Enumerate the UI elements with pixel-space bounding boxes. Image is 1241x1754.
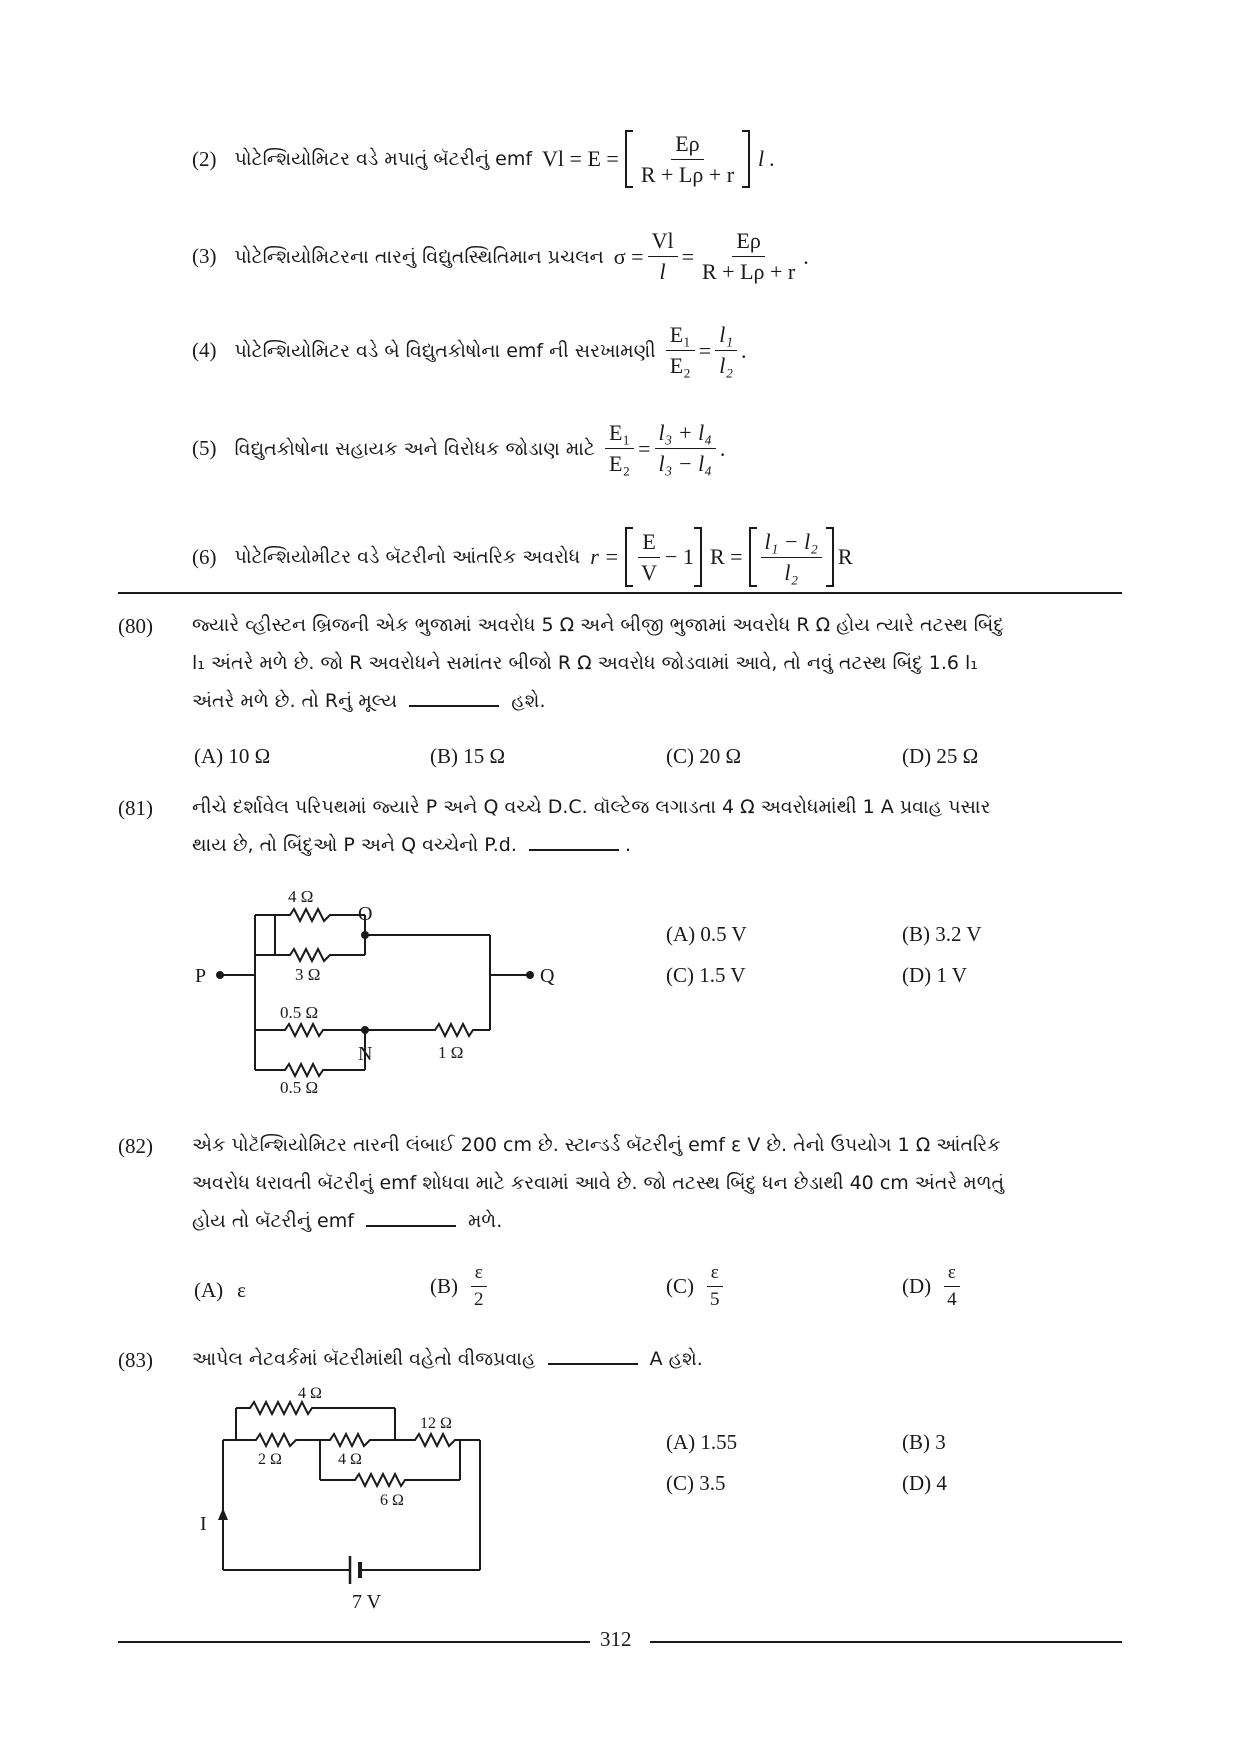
option-value: ε (237, 1278, 246, 1302)
question-line (192, 1202, 1057, 1240)
answer-blank (366, 1207, 456, 1227)
option-fraction (470, 1262, 488, 1311)
formula-eq2: R = (709, 544, 743, 569)
formula-bracket-1 (625, 527, 702, 587)
answer-blank (548, 1345, 638, 1365)
formula-number: (2) (192, 146, 217, 171)
question-line-end: હશે. (511, 690, 546, 712)
fraction-numerator: ε (944, 1262, 960, 1287)
question-number: (81) (118, 796, 153, 820)
footer-rule-left (118, 1641, 590, 1643)
formula-tail: R (837, 544, 853, 569)
formula-fraction-1 (648, 228, 678, 285)
fraction-numerator: Eρ (732, 228, 764, 257)
resistor-label: 6 Ω (380, 1492, 404, 1509)
question-number: (83) (118, 1348, 153, 1372)
section-divider (118, 592, 1122, 594)
formula-number: (6) (192, 544, 217, 569)
resistor-label: 0.5 Ω (280, 1003, 319, 1022)
fraction-denominator: V (641, 559, 658, 585)
formula-text: પોટેન્શિયોમીટર વડે બૅટરીનો આંતરિક અવરોધ (234, 546, 581, 568)
answer-blank (409, 687, 499, 707)
node-label: O (358, 903, 373, 925)
fraction-numerator: Vl (648, 228, 678, 257)
fraction-numerator: E₁ (666, 322, 695, 351)
option-c[interactable] (666, 1262, 728, 1311)
fraction-numerator: l₁ − l₂ (761, 529, 822, 558)
question-line: l₁ અંતરે મળે છે. જો R અવરોધને સમાંતર બીજો R Ω અવરોધ જોડવામાં આવે, તો નવું તટસ્થ બિંદુ 1.6 l₁ (192, 652, 978, 674)
formula-lhs: r = (590, 544, 620, 569)
fraction-numerator: E₁ (605, 420, 634, 449)
option-label: (C) (666, 1274, 694, 1298)
fraction-denominator: E₂ (669, 353, 691, 378)
fraction-denominator: R + Lρ + r (702, 259, 796, 284)
node-label: P (195, 965, 207, 987)
answer-blank (529, 831, 619, 851)
formula-text: વિદ્યુતકોષોના સહાયક અને વિરોધક જોડાણ માટે (234, 437, 595, 460)
question-number: (80) (118, 614, 153, 638)
formula-fraction-1 (605, 420, 634, 477)
formula-fraction-2 (655, 420, 716, 477)
option-fraction (706, 1262, 724, 1311)
option-d[interactable]: (D) 25 Ω (902, 744, 979, 768)
resistor-label: 4 Ω (298, 1385, 322, 1402)
option-d[interactable] (902, 1262, 965, 1311)
option-a[interactable]: (A) 1.55 (666, 1430, 738, 1454)
formula-lhs: Vl = E = (542, 146, 619, 171)
fraction-denominator: 4 (947, 1289, 957, 1310)
battery-label: 7 V (352, 1591, 382, 1613)
question-line-start: આપેલ નેટવર્કમાં બૅટરીમાંથી વહેતો વીજપ્રવાહ (192, 1348, 536, 1370)
formula-6 (192, 527, 853, 587)
formula-tail: . (719, 435, 726, 461)
formula-3: (3) પોટેન્શિયોમિટરના તારનું વિદ્યુતસ્થિતિમાન પ્રચલન σ = $\frac{Vl}{l}$ = $\frac{E\rho}{R + L\rho + r}$ . (192, 228, 809, 284)
fraction-numerator: ε (707, 1262, 723, 1287)
option-c[interactable]: (C) 20 Ω (666, 744, 742, 768)
question-line-start: હોય તો બૅટરીનું emf (192, 1210, 354, 1232)
fraction-denominator: R + Lρ + r (640, 161, 735, 187)
node-label: N (358, 1043, 373, 1065)
option-fraction (943, 1262, 961, 1311)
fraction-numerator: l₁ (715, 322, 737, 351)
formula-tail: l . (758, 146, 776, 171)
formula-number: (4) (192, 338, 217, 362)
option-d[interactable]: (D) 4 (902, 1471, 947, 1495)
fraction-denominator: l₂ (784, 559, 799, 585)
question-line: એક પોટૅન્શિયોમિટર તારની લંબાઈ 200 cm છે. સ્ટાન્ડર્ડ બૅટરીનું emf ε V છે. તેનો ઉપયોગ 1 Ω આંતરિક (192, 1134, 1001, 1156)
fraction-denominator: 2 (474, 1289, 484, 1310)
option-a[interactable]: (A) 0.5 V (666, 922, 747, 946)
formula-lhs: σ = (613, 243, 644, 269)
question-line-end: મળે. (468, 1210, 503, 1232)
formula-fraction-2 (715, 322, 737, 379)
fraction-denominator: l (659, 259, 666, 284)
question-83-text (192, 1340, 1057, 1378)
resistor-label: 2 Ω (258, 1451, 282, 1468)
option-d[interactable]: (D) 1 V (902, 963, 967, 987)
resistor-label: 0.5 Ω (280, 1078, 319, 1095)
question-line-start: થાય છે, તો બિંદુઓ P અને Q વચ્ચેનો P.d. (192, 834, 517, 856)
formula-fraction (637, 131, 738, 188)
fraction-denominator: 5 (710, 1289, 720, 1310)
question-line: નીચે દર્શાવેલ પરિપથમાં જ્યારે P અને Q વચ્ચે D.C. વૉલ્ટેજ લગાડતા 4 Ω અવરોધમાંથી 1 A પ્રવાહ પસાર (192, 796, 991, 818)
resistor-label: 4 Ω (288, 887, 314, 906)
option-label: (B) (430, 1274, 458, 1298)
option-c[interactable]: (C) 1.5 V (666, 963, 746, 987)
fraction-numerator: E (638, 529, 659, 558)
option-b[interactable] (430, 1262, 492, 1311)
option-b[interactable]: (B) 3 (902, 1430, 946, 1454)
formula-minus-one: − 1 (665, 544, 694, 569)
option-b[interactable]: (B) 3.2 V (902, 922, 982, 946)
circuit-diagram-83 (180, 1380, 520, 1620)
resistor-label: 3 Ω (295, 965, 321, 984)
formula-bracket-2 (749, 527, 834, 587)
fraction-numerator: ε (471, 1262, 487, 1287)
page-number: 312 (600, 1627, 632, 1651)
question-line-end: A હશે. (649, 1348, 703, 1370)
formula-fraction-1 (666, 322, 695, 379)
formula-bracket (625, 130, 750, 188)
fraction-denominator: l₃ − l₄ (658, 451, 712, 476)
option-a[interactable] (194, 1278, 246, 1303)
question-line-start: અંતરે મળે છે. તો Rનું મૂલ્ય (192, 690, 398, 712)
option-label: (A) (194, 1278, 224, 1302)
current-label: I (200, 1513, 207, 1535)
question-line: અવરોધ ધરાવતી બૅટરીનું emf શોધવા માટે કરવામાં આવે છે. જો તટસ્થ બિંદુ ધન છેડાથી 40 cm અંતરે મળતું (192, 1172, 1005, 1194)
question-number: (82) (118, 1134, 153, 1158)
option-c[interactable]: (C) 3.5 (666, 1471, 726, 1495)
formula-4: (4) પોટેન્શિયોમિટર વડે બે વિદ્યુતકોષોના emf ની સરખામણી $\frac{\text{E₁}}{\text{E₂}}$ = $\frac{\text{l₁}}{\text{l₂}}$ . (192, 322, 747, 378)
question-line (192, 682, 1057, 720)
question-line: થાય છે, તો બિંદુઓ P અને Q વચ્ચેનો P.d. . (192, 826, 1057, 864)
formula-text: પોટેન્શિયોમિટરના તારનું વિદ્યુતસ્થિતિમાન પ્રચલન (234, 245, 604, 268)
formula-text: પોટેન્શિયોમિટર વડે બે વિદ્યુતકોષોના emf ની સરખામણી (234, 339, 656, 362)
fraction-denominator: l₂ (719, 353, 733, 378)
option-a[interactable]: (A) 10 Ω (194, 744, 271, 768)
formula-5: (5) વિદ્યુતકોષોના સહાયક અને વિરોધક જોડાણ માટે $\frac{\text{E₁}}{\text{E₂}}$ = $\frac{\text{l₃ + l₄}}{\text{l₃ − l₄}}$ . (192, 420, 726, 476)
formula-fraction-2 (761, 529, 822, 586)
formula-fraction-2 (698, 228, 799, 285)
fraction-denominator: E₂ (609, 451, 631, 476)
resistor-label: 1 Ω (438, 1043, 464, 1062)
option-label: (D) (902, 1274, 932, 1298)
question-81-text (192, 788, 1057, 864)
formula-tail: . (803, 243, 809, 269)
node-label: Q (540, 965, 555, 987)
formula-fraction-1 (637, 529, 661, 586)
question-82-text (192, 1126, 1057, 1240)
formula-tail: . (740, 337, 747, 363)
footer-rule-right (650, 1641, 1122, 1643)
formula-number: (5) (192, 436, 217, 460)
fraction-numerator: Eρ (671, 131, 703, 160)
question-80-text (192, 606, 1057, 720)
formula-2 (192, 130, 775, 188)
resistor-label: 4 Ω (338, 1451, 362, 1468)
fraction-numerator: l₃ + l₄ (655, 420, 716, 449)
resistor-label: 12 Ω (420, 1415, 452, 1432)
formula-text: પોટેન્શિયોમિટર વડે મપાતું બૅટરીનું emf (234, 148, 533, 170)
option-b[interactable]: (B) 15 Ω (430, 744, 506, 768)
circuit-diagram-81 (190, 880, 580, 1095)
formula-number: (3) (192, 244, 217, 268)
question-line: જ્યારે વ્હીસ્ટન બ્રિજની એક ભુજામાં અવરોધ 5 Ω અને બીજી ભુજામાં અવરોધ R Ω હોય ત્યારે તટસ્થ બિંદુ (192, 614, 1004, 636)
